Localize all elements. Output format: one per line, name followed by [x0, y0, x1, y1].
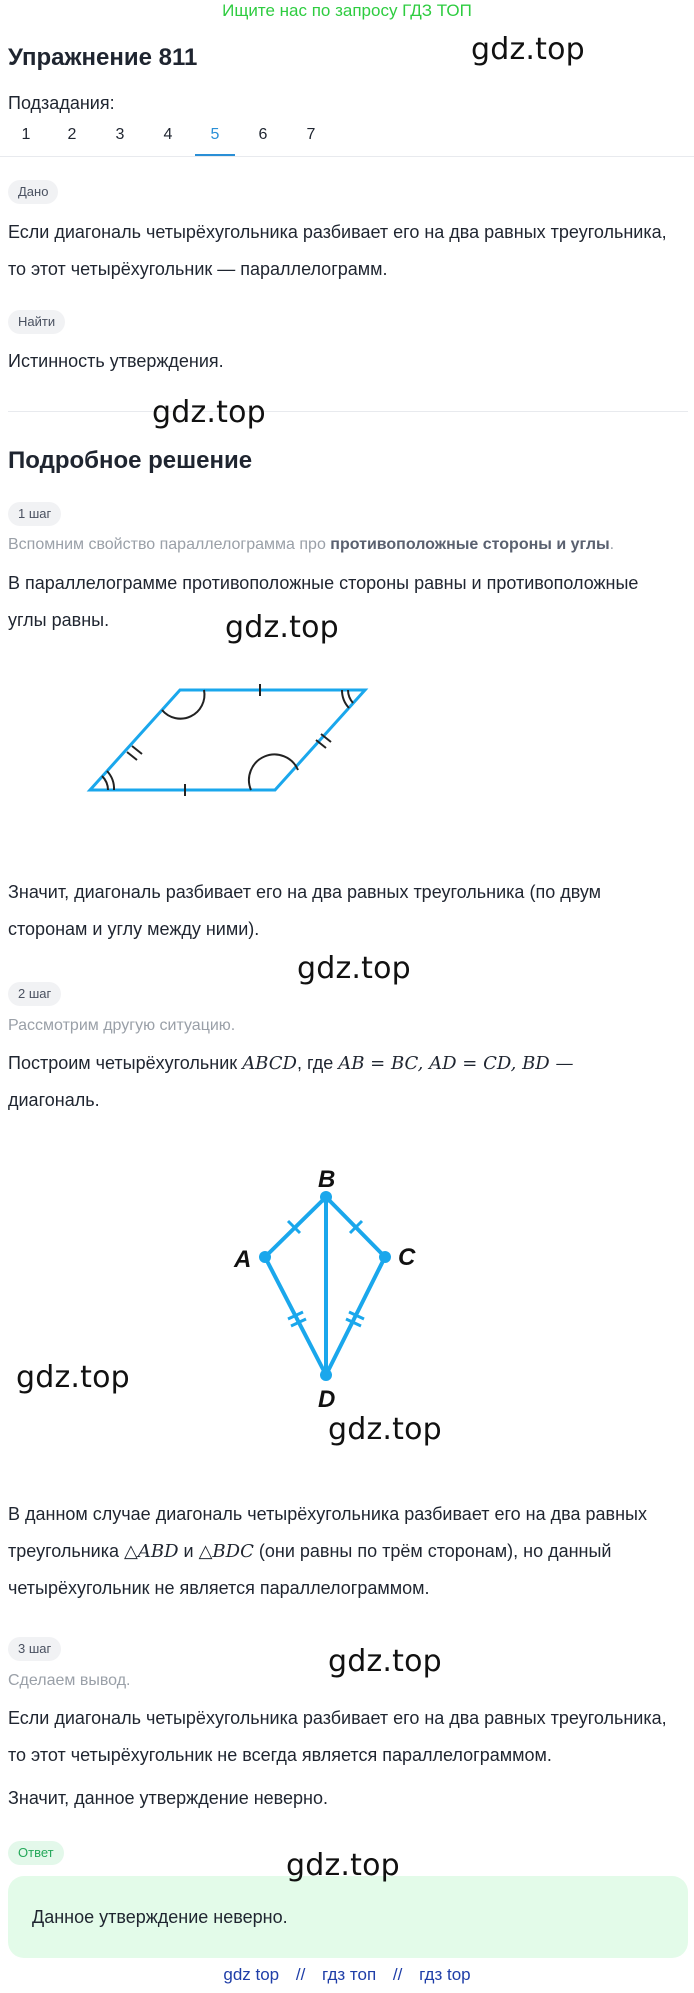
- watermark: gdz.top: [225, 610, 339, 645]
- subtask-tab-2[interactable]: 2: [67, 126, 77, 143]
- step2-after-line-3: четырёхугольник не является параллелограммом.: [8, 1578, 430, 1598]
- top-banner[interactable]: Ищите нас по запросу ГДЗ ТОП: [222, 1, 472, 20]
- step2-line-2: диагональ.: [8, 1090, 100, 1110]
- kite-label-c: C: [398, 1244, 416, 1271]
- kite-label-b: B: [318, 1166, 336, 1193]
- subtasks-label: Подзадания:: [8, 93, 115, 113]
- given-badge: Дано: [8, 180, 58, 204]
- answer-badge: Ответ: [8, 1841, 64, 1865]
- step2-line-1: [8, 1045, 688, 1082]
- step1-after: [8, 874, 688, 948]
- watermark: gdz.top: [328, 1412, 442, 1447]
- answer-text: Данное утверждение неверно.: [32, 1907, 288, 1927]
- step1-badge: 1 шаг: [8, 502, 61, 526]
- step3-line-2: то этот четырёхугольник не всегда является параллелограммом.: [8, 1745, 552, 1765]
- divider: [8, 411, 688, 412]
- step2-after: [8, 1496, 688, 1607]
- step1-hint-suffix: .: [609, 536, 615, 553]
- step2-math-abd: △ABD: [124, 1541, 179, 1562]
- footer-links: [0, 1965, 694, 1985]
- subtask-tab-3[interactable]: 3: [115, 126, 125, 143]
- subtask-tabs: [0, 122, 694, 157]
- step2-after-line-1: В данном случае диагональ четырёхугольника разбивает его на два равных: [8, 1504, 647, 1524]
- step1-hint-prefix: Вспомним свойство параллелограмма про: [8, 536, 331, 553]
- given-line-1: Если диагональ четырёхугольника разбивает его на два равных треугольника,: [8, 222, 667, 242]
- step1-hint: [8, 528, 688, 562]
- step2-after2-prefix: треугольника: [8, 1541, 125, 1561]
- given-text: [8, 214, 688, 288]
- step2-math-abcd: ABCD: [242, 1053, 297, 1074]
- step2-line1-prefix: Построим четырёхугольник: [8, 1053, 243, 1073]
- step3-hint: Сделаем вывод.: [8, 1672, 131, 1689]
- step1-line-1: В параллелограмме противоположные стороны равны и противоположные: [8, 573, 639, 593]
- step2-after2-mid: и: [178, 1541, 199, 1561]
- kite-label-a: A: [234, 1246, 252, 1273]
- step2-text: [8, 1045, 688, 1119]
- answer-box: [8, 1876, 688, 1958]
- step2-badge: 2 шаг: [8, 982, 61, 1006]
- step2-math-equalities: AB = BC, AD = CD, BD —: [338, 1053, 574, 1074]
- subtask-tab-7[interactable]: 7: [306, 126, 316, 143]
- footer-separator: //: [392, 1965, 403, 1984]
- kite-figure: [220, 1155, 440, 1415]
- step1-line-2: углы равны.: [8, 610, 110, 630]
- step3-conclusion: Значит, данное утверждение неверно.: [8, 1788, 329, 1808]
- watermark: gdz.top: [286, 1848, 400, 1883]
- step3-line-1: Если диагональ четырёхугольника разбивает его на два равных треугольника,: [8, 1708, 667, 1728]
- step3-text: [8, 1700, 688, 1774]
- step3-badge: 3 шаг: [8, 1637, 61, 1661]
- step2-after2-suffix: (они равны по трём сторонам), но данный: [253, 1541, 612, 1561]
- given-line-2: то этот четырёхугольник — параллелограмм.: [8, 259, 388, 279]
- footer-separator: //: [295, 1965, 306, 1984]
- subtask-tab-5[interactable]: 5: [195, 122, 235, 156]
- find-text: Истинность утверждения.: [8, 351, 224, 371]
- kite-label-d: D: [318, 1386, 336, 1413]
- step2-math-bdc: △BDC: [198, 1541, 254, 1562]
- watermark: gdz.top: [152, 395, 266, 430]
- parallelogram-figure: [80, 670, 380, 800]
- watermark: gdz.top: [16, 1360, 130, 1395]
- watermark: gdz.top: [297, 951, 411, 986]
- solution-title: Подробное решение: [8, 447, 253, 474]
- subtask-tab-6[interactable]: 6: [258, 126, 268, 143]
- subtask-tab-4[interactable]: 4: [163, 126, 173, 143]
- find-badge: Найти: [8, 310, 65, 334]
- watermark: gdz.top: [471, 32, 585, 67]
- step1-after-line-1: Значит, диагональ разбивает его на два равных треугольника (по двум: [8, 882, 602, 902]
- subtask-tab-1[interactable]: 1: [21, 126, 31, 143]
- footer-link-gdz-top-ru[interactable]: гдз топ: [322, 1965, 377, 1984]
- page-title: Упражнение 811: [8, 44, 198, 71]
- step2-hint: Рассмотрим другую ситуацию.: [8, 1017, 236, 1034]
- step1-hint-bold: противоположные стороны и углы: [330, 536, 610, 553]
- footer-link-gdz-top[interactable]: gdz top: [223, 1965, 280, 1984]
- step2-line1-mid: , где: [296, 1053, 339, 1073]
- footer-link-gdz-top-mixed[interactable]: гдз top: [419, 1965, 471, 1984]
- step2-after-line-2: [8, 1533, 688, 1570]
- step1-after-line-2: сторонам и углу между ними).: [8, 919, 260, 939]
- watermark: gdz.top: [328, 1644, 442, 1679]
- step1-text: [8, 565, 688, 639]
